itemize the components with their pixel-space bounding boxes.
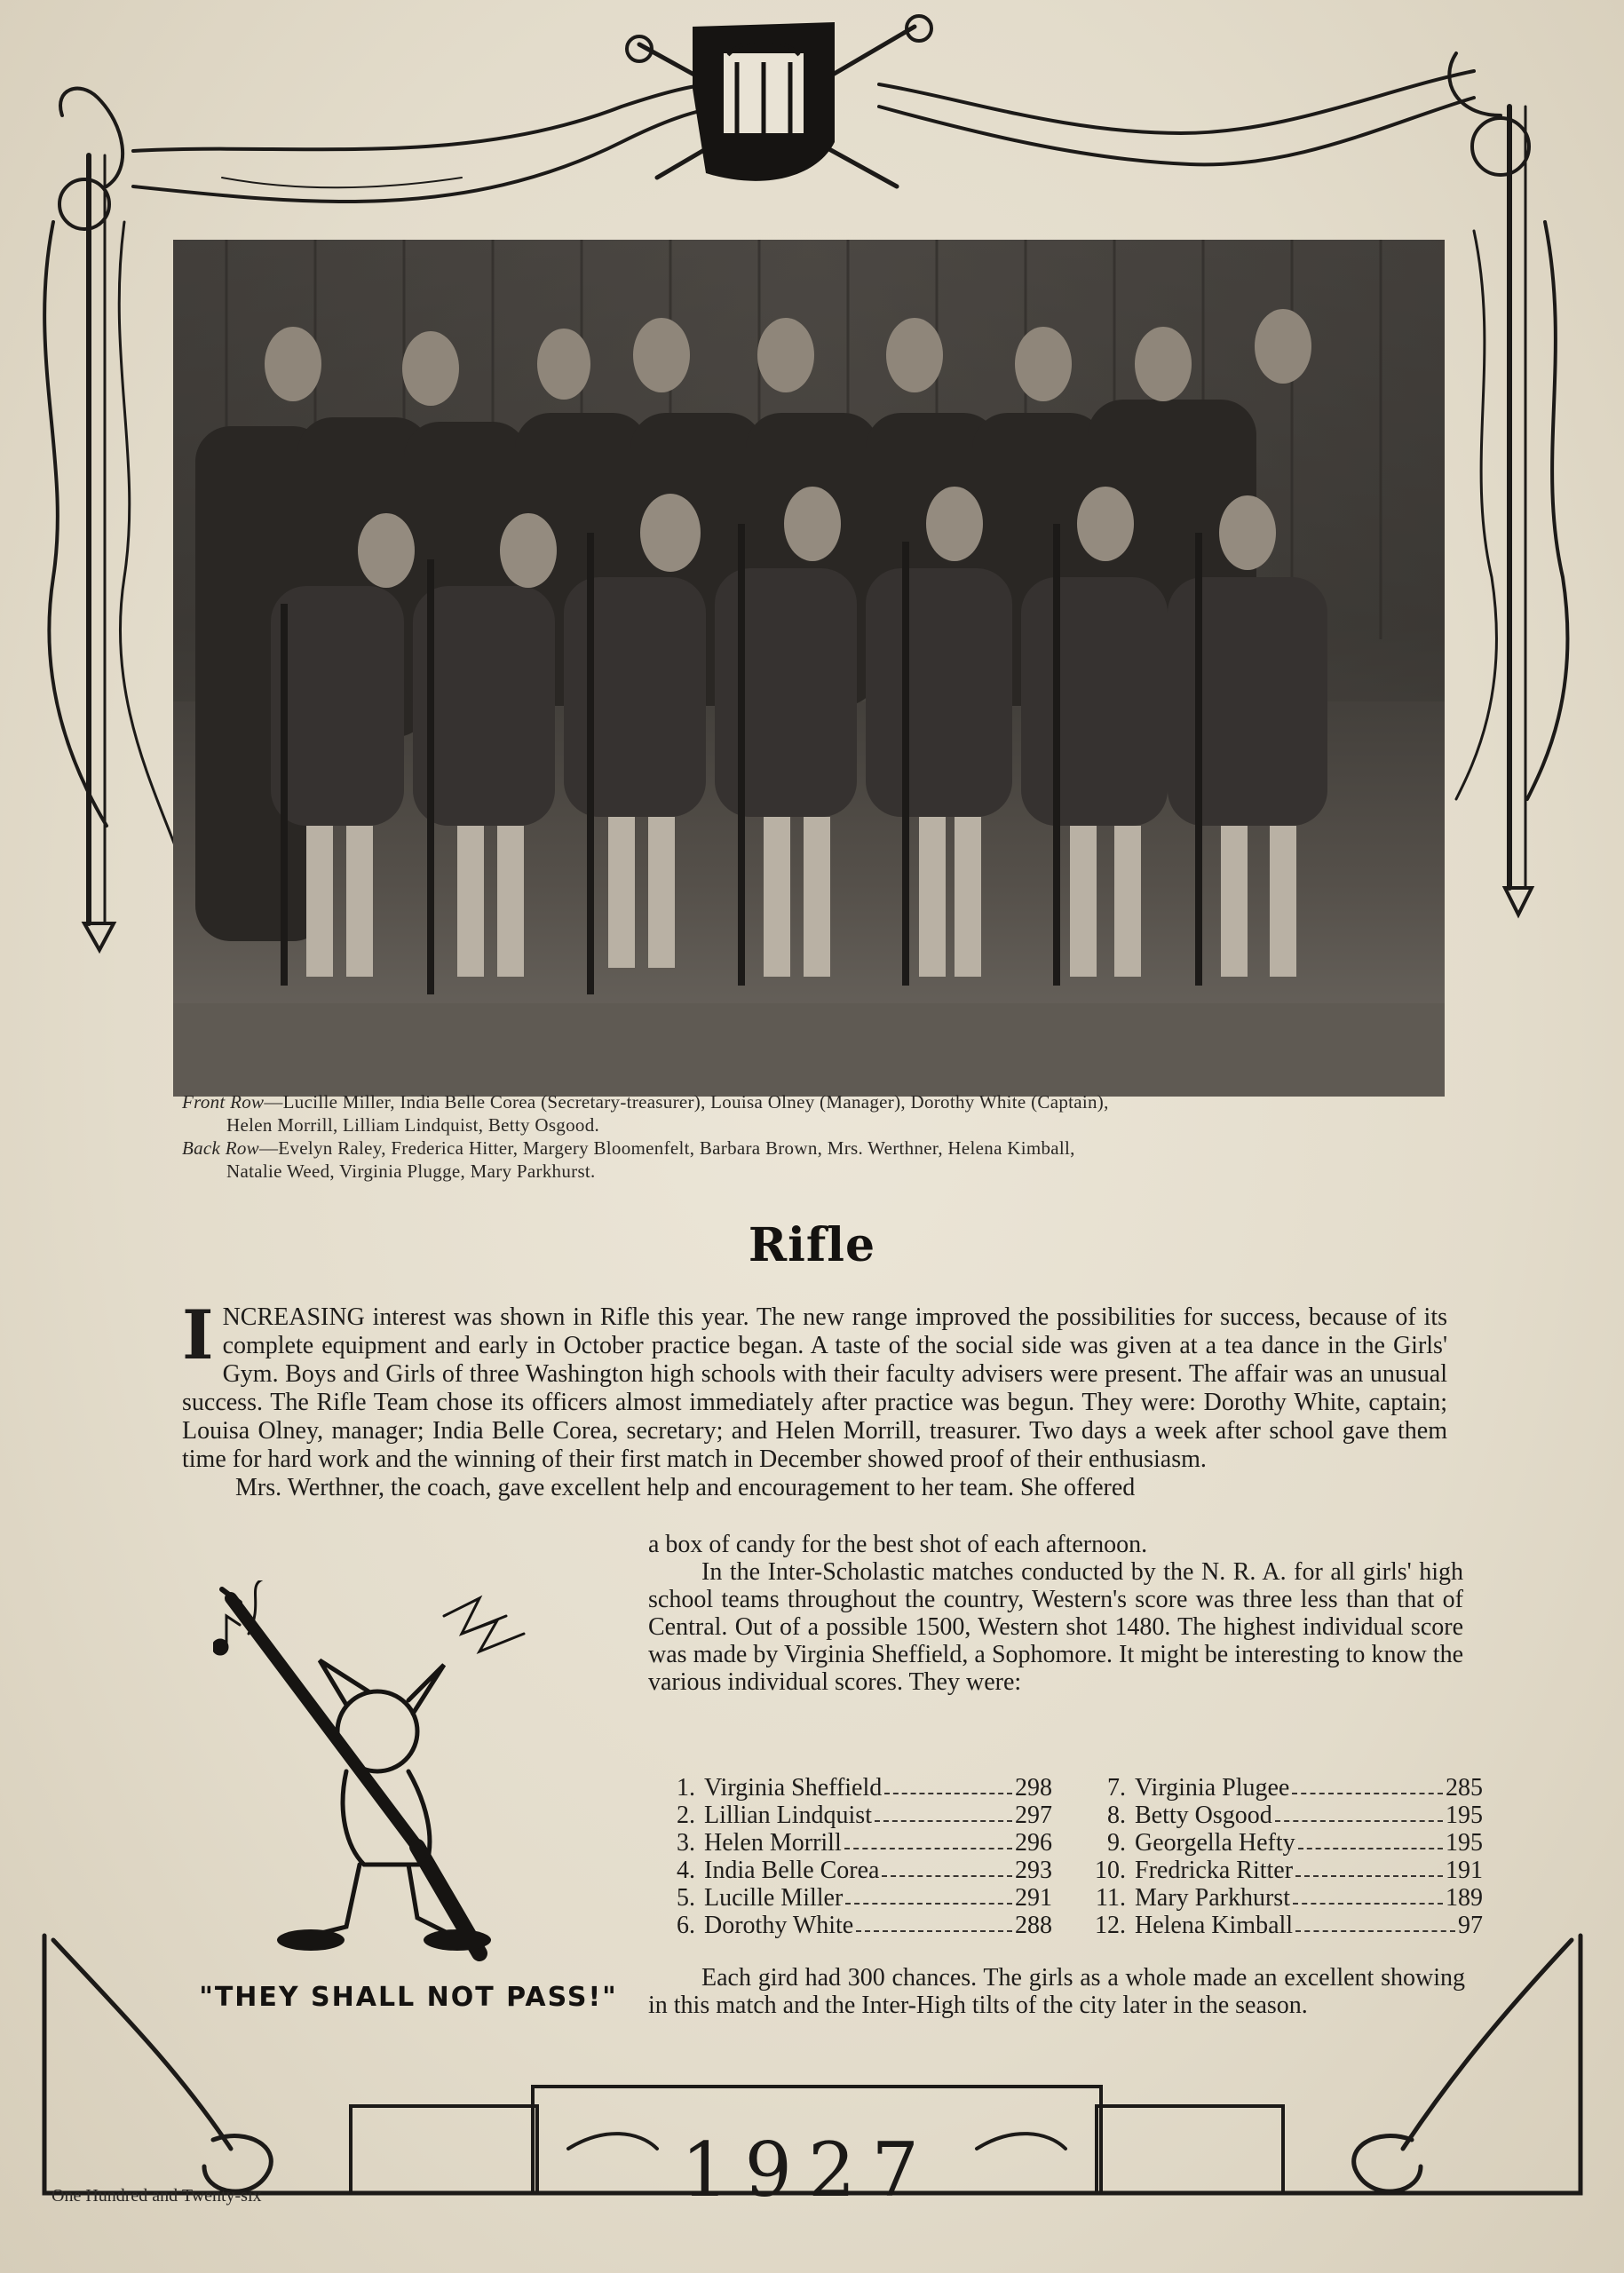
- score-rank: 5.: [677, 1884, 695, 1912]
- score-row: [661, 1857, 1052, 1884]
- shooter-name: Georgella Hefty: [1135, 1829, 1295, 1857]
- shooter-name: Dorothy White: [704, 1912, 854, 1939]
- shooter-name: Fredricka Ritter: [1135, 1857, 1294, 1884]
- score-row: [1092, 1829, 1483, 1857]
- shooter-score: 189: [1446, 1884, 1483, 1912]
- leader-dashes: [1292, 1774, 1443, 1794]
- leader-dashes: [1295, 1912, 1455, 1932]
- score-rank: 3.: [677, 1829, 695, 1857]
- shooter-score: 195: [1446, 1829, 1483, 1857]
- leader-dashes: [844, 1829, 1012, 1849]
- shooter-name: India Belle Corea: [704, 1857, 880, 1884]
- shooter-name: Helena Kimball: [1135, 1912, 1294, 1939]
- score-row: [1092, 1884, 1483, 1912]
- score-rank: 7.: [1107, 1774, 1126, 1802]
- shooter-name: Lillian Lindquist: [704, 1802, 872, 1829]
- score-row: [1092, 1912, 1483, 1939]
- match-paragraph: In the Inter-Scholastic matches conducted by the N. R. A. for all girls' high school teams throughout the country, Western's score was three less than that of Central. Out of a possible 1500, Western shot 1480. The highest individual score was made by Virginia Sheffield, a Sophomore. It might be interesting to know the various individual scores. They were:: [648, 1558, 1463, 1696]
- score-row: [661, 1829, 1052, 1857]
- shooter-score: 288: [1015, 1912, 1052, 1939]
- caption-front-row-cont: Helen Morrill, Lilliam Lindquist, Betty Osgood.: [226, 1114, 600, 1136]
- column-text: [648, 1531, 1463, 1696]
- score-rank: 10.: [1095, 1857, 1126, 1884]
- school-crest-icon: [693, 22, 835, 181]
- drop-cap: I: [182, 1295, 214, 1374]
- score-row: [661, 1802, 1052, 1829]
- score-row: [661, 1884, 1052, 1912]
- leader-dashes: [882, 1857, 1012, 1877]
- intro-paragraph: NCREASING interest was shown in Rifle this year. The new range improved the possibilities for success, because of its complete equipment and early in October practice began. A taste of the social side was given at a tea dance in the Girls' Gym. Boys and Girls of three Washington high schools with their faculty advisers were present. The affair was an unusual success. The Rifle Team chose its officers almost immediately after practice was begun. They were: Dorothy White, captain; Louisa Olney, manager; India Belle Corea, secretary; and Helen Morrill, treasurer. Two days a week after school gave them time for hard work and the winning of their first match in December showed proof of their enthusiasm.: [182, 1303, 1447, 1473]
- caption-back-row-cont: Natalie Weed, Virginia Plugge, Mary Parkhurst.: [226, 1160, 596, 1182]
- score-column-left: [661, 1774, 1052, 1939]
- score-rank: 2.: [677, 1802, 695, 1829]
- shooter-name: Helen Morrill: [704, 1829, 842, 1857]
- team-photo: [173, 240, 1445, 1097]
- shooter-score: 293: [1015, 1857, 1052, 1884]
- coach-paragraph-start: Mrs. Werthner, the coach, gave excellent help and encouragement to her team. She offered: [235, 1474, 1136, 1501]
- score-row: [1092, 1857, 1483, 1884]
- page-number: One Hundred and Twenty-six: [51, 2186, 262, 2206]
- leader-dashes: [875, 1802, 1012, 1822]
- score-rank: 1.: [677, 1774, 695, 1802]
- article-title: Rifle: [748, 1218, 876, 1272]
- leader-dashes: [884, 1774, 1012, 1794]
- score-rank: 12.: [1095, 1912, 1126, 1939]
- photo-caption: [182, 1090, 1447, 1183]
- score-rank: 8.: [1107, 1802, 1126, 1829]
- score-column-right: [1092, 1774, 1483, 1939]
- caption-front-row: Front Row—Lucille Miller, India Belle Corea (Secretary-treasurer), Louisa Olney (Manager), Dorothy White (Captain),: [182, 1091, 1109, 1113]
- score-row: [1092, 1774, 1483, 1802]
- intro-text: [182, 1295, 1447, 1502]
- leader-dashes: [1298, 1829, 1443, 1849]
- viking-rifle-cartoon-icon: [213, 1580, 586, 1971]
- score-rank: 9.: [1107, 1829, 1126, 1857]
- closing-text: [648, 1964, 1465, 2019]
- shooter-score: 191: [1446, 1857, 1483, 1884]
- leader-dashes: [1293, 1884, 1443, 1905]
- coach-paragraph-end: a box of candy for the best shot of each afternoon.: [648, 1531, 1148, 1558]
- shooter-name: Betty Osgood: [1135, 1802, 1272, 1829]
- score-row: [1092, 1802, 1483, 1829]
- score-row: [661, 1912, 1052, 1939]
- shooter-score: 298: [1015, 1774, 1052, 1802]
- shooter-name: Mary Parkhurst: [1135, 1884, 1290, 1912]
- shooter-score: 291: [1015, 1884, 1052, 1912]
- shooter-score: 285: [1446, 1774, 1483, 1802]
- score-row: [661, 1774, 1052, 1802]
- score-rank: 11.: [1096, 1884, 1126, 1912]
- year-banner: 1927: [681, 2126, 935, 2214]
- leader-dashes: [1275, 1802, 1443, 1822]
- shooter-score: 296: [1015, 1829, 1052, 1857]
- caption-back-row: Back Row—Evelyn Raley, Frederica Hitter, Margery Bloomenfelt, Barbara Brown, Mrs. Werthner, Helena Kimball,: [182, 1137, 1075, 1159]
- cartoon-motto: "THEY SHALL NOT PASS!": [199, 1982, 618, 2013]
- shooter-score: 297: [1015, 1802, 1052, 1829]
- shooter-name: Virginia Sheffield: [704, 1774, 883, 1802]
- leader-dashes: [856, 1912, 1012, 1932]
- closing-paragraph: Each gird had 300 chances. The girls as a whole made an excellent showing in this match and the Inter-High tilts of the city later in the season.: [648, 1964, 1465, 2019]
- shooter-score: 195: [1446, 1802, 1483, 1829]
- leader-dashes: [1295, 1857, 1443, 1877]
- score-rank: 6.: [677, 1912, 695, 1939]
- shooter-score: 97: [1458, 1912, 1483, 1939]
- score-rank: 4.: [677, 1857, 695, 1884]
- leader-dashes: [845, 1884, 1012, 1905]
- shooter-name: Virginia Plugee: [1135, 1774, 1290, 1802]
- shooter-name: Lucille Miller: [704, 1884, 844, 1912]
